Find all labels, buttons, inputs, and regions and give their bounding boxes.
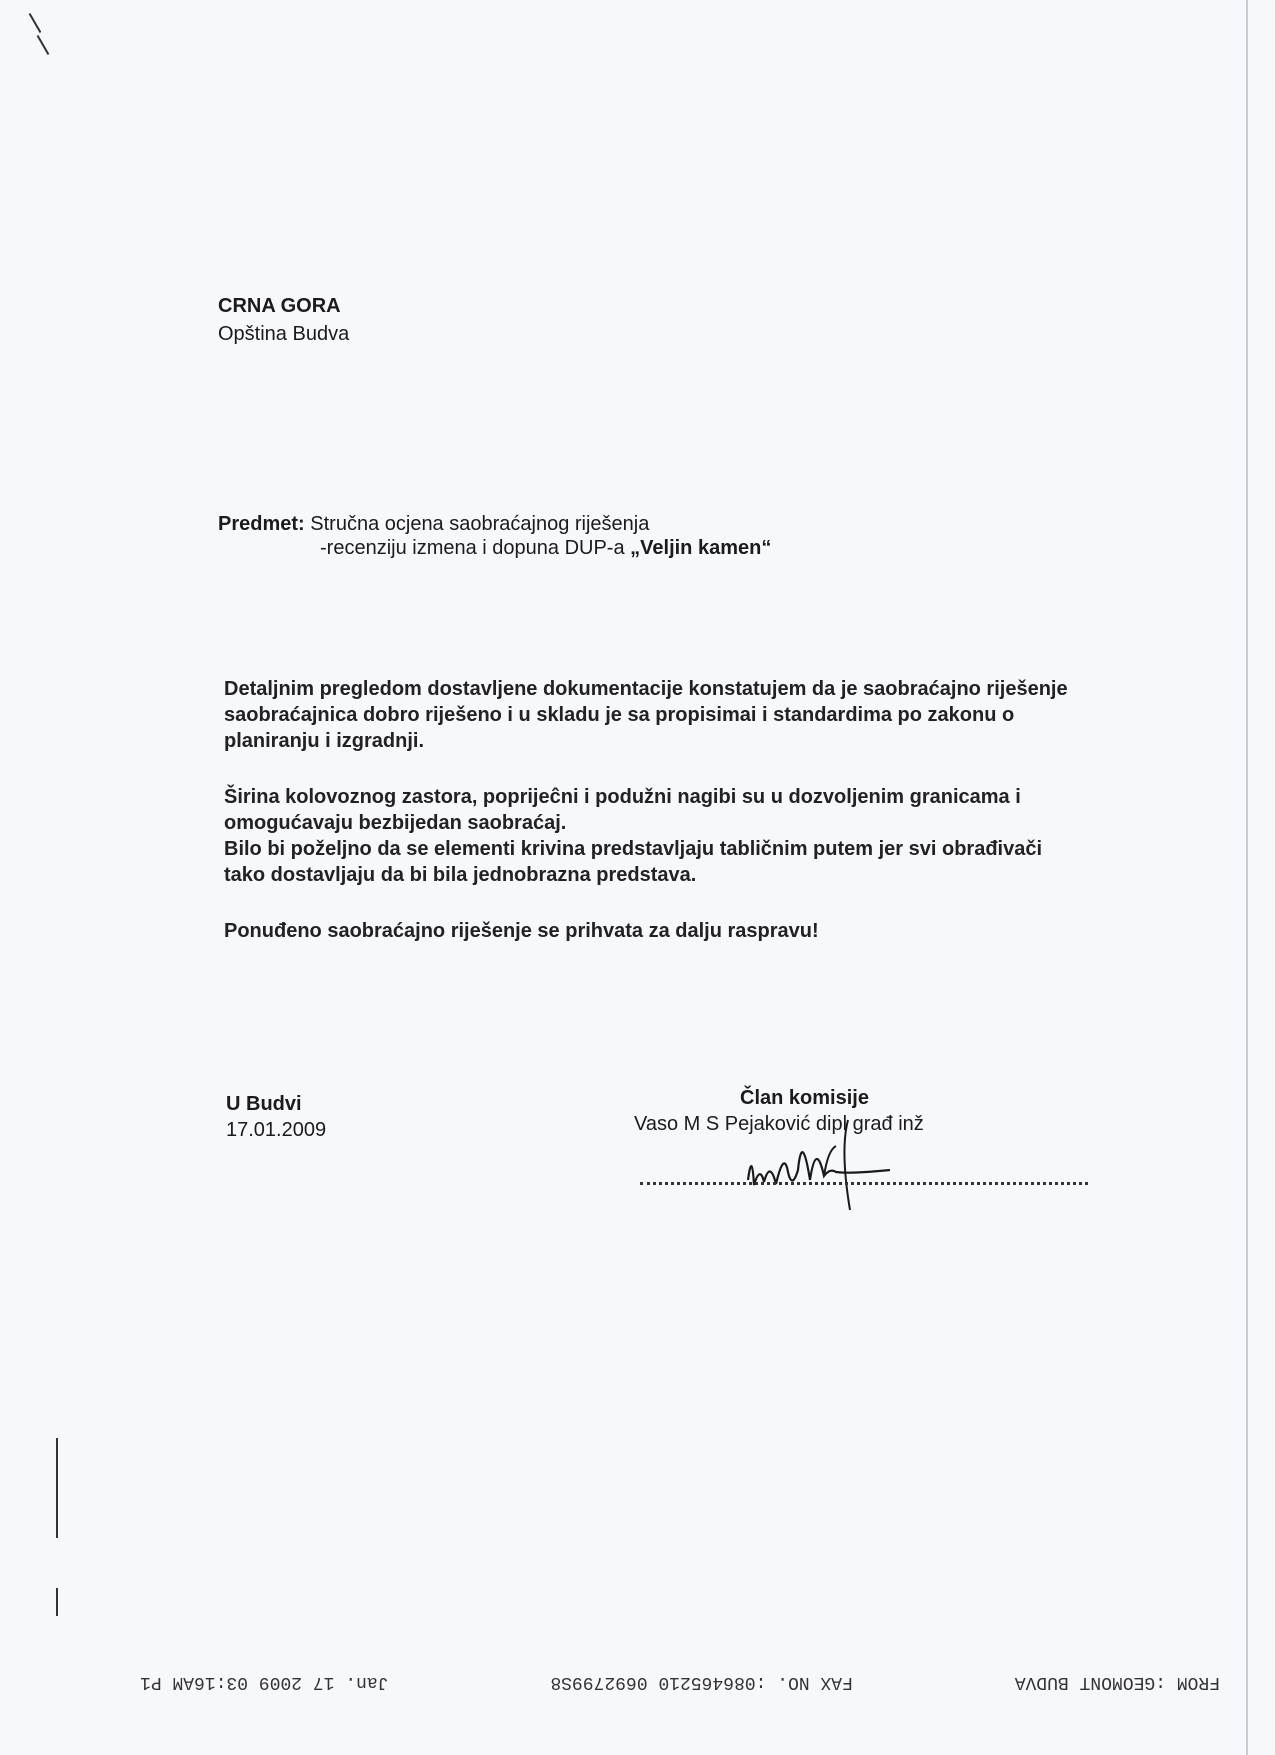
header-country: CRNA GORA xyxy=(218,295,341,317)
place: U Budvi xyxy=(226,1093,302,1115)
paragraph4-bold: prihvata za dalju raspravu! xyxy=(565,920,819,942)
signatory-name: Vaso M S Pejaković dipl građ inž xyxy=(634,1113,924,1135)
subject-line2-bold: „Veljin kamen“ xyxy=(630,537,772,559)
date: 17.01.2009 xyxy=(226,1119,327,1141)
signature-line xyxy=(640,1182,1088,1185)
subject-line xyxy=(218,512,649,536)
fax-from: FROM :GEOMONT BUDVA xyxy=(1014,1672,1220,1692)
page-edge xyxy=(1246,0,1248,1755)
subject-line2-prefix: -recenziju izmena i dopuna DUP-a xyxy=(320,537,631,559)
fax-number: FAX NO. :086465210 0692799S8 xyxy=(550,1672,853,1692)
subject-text: Stručna ocjena saobraćajnog riješenja xyxy=(310,513,650,535)
scan-mark xyxy=(29,13,42,33)
subject-line-2 xyxy=(320,536,771,560)
body-paragraph-2: Širina kolovoznog zastora, poprijeĉni i podužni nagibi su u dozvoljenim granicama i omogućavaju bezbijedan saobraćaj. xyxy=(224,786,1021,834)
scan-mark xyxy=(56,1438,58,1538)
scan-mark xyxy=(56,1588,58,1616)
body-paragraph-3: Bilo bi poželjno da se elementi krivina predstavljaju tabličnim putem jer svi obrađivači tako dostavljaju da bi bila jednobrazna predstava. xyxy=(224,838,1043,886)
body-paragraph-4 xyxy=(224,918,1084,944)
header-municipality: Opština Budva xyxy=(218,323,350,345)
signatory-role: Član komisije xyxy=(740,1087,869,1109)
paragraph4-prefix: Ponuđeno saobraćajno riješenje se xyxy=(224,920,566,942)
fax-header xyxy=(140,1672,1220,1692)
subject-label: Predmet: xyxy=(218,513,305,535)
fax-datetime: Jan. 17 2009 03:16AM P1 xyxy=(140,1672,389,1692)
handwritten-signature xyxy=(740,1110,960,1220)
body-paragraph-1: Detaljnim pregledom dostavljene dokumentacije konstatujem da je saobraćajno riješenje saobraćajnica dobro riješeno i u skladu je sa propisimai i standardima po zakonu o planiranju i izgradnji. xyxy=(224,678,1068,752)
scan-mark xyxy=(37,35,50,55)
